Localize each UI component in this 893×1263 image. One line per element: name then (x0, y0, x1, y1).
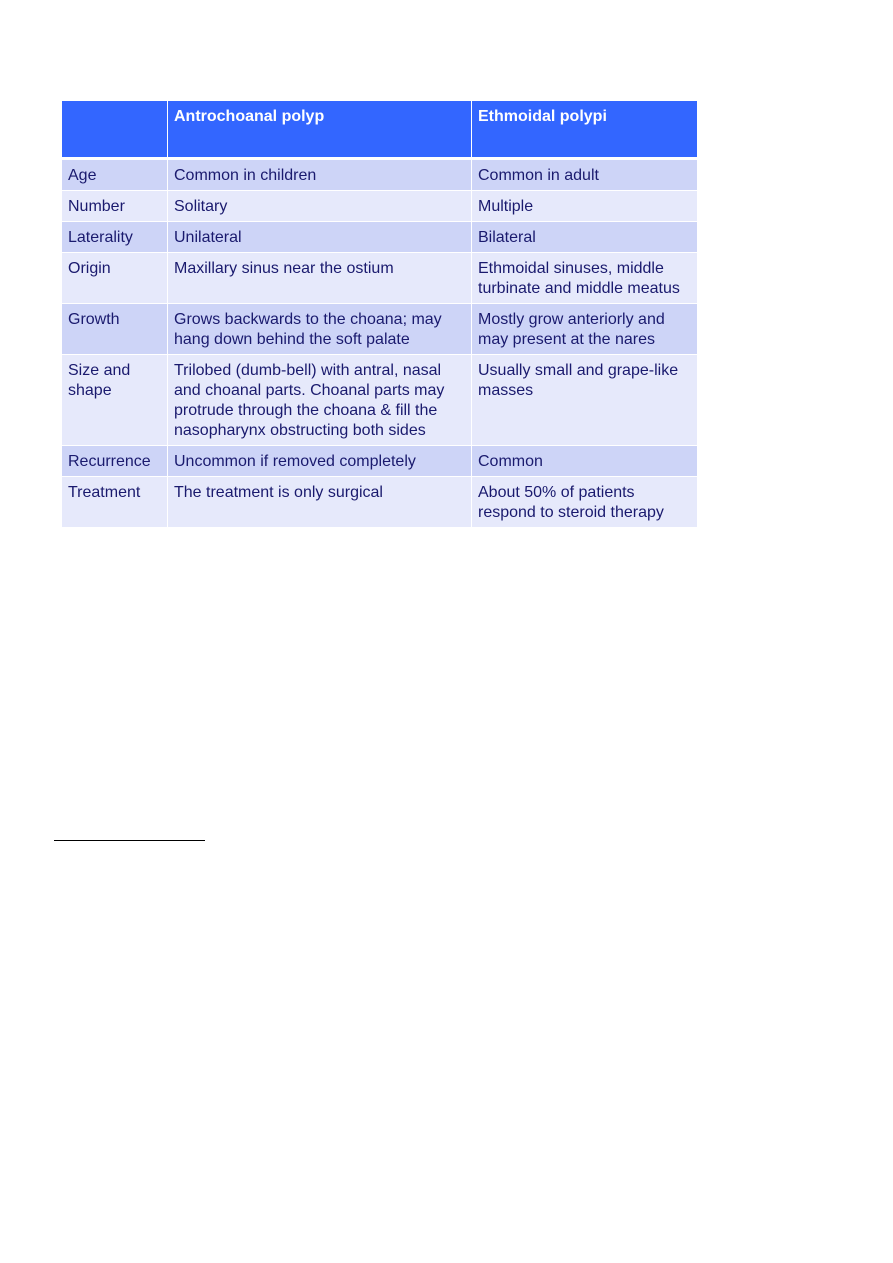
header-cell-ethmoidal: Ethmoidal polypi (472, 101, 698, 159)
table-row (62, 159, 698, 191)
row-label: Growth (62, 304, 168, 355)
table-row (62, 304, 698, 355)
antrochoanal-cell: The treatment is only surgical (168, 477, 472, 528)
antrochoanal-cell: Trilobed (dumb-bell) with antral, nasal and choanal parts. Choanal parts may protrude through the choana & fill the nasopharynx obstructing both sides (168, 355, 472, 446)
ethmoidal-cell: Common (472, 446, 698, 477)
row-label: Recurrence (62, 446, 168, 477)
ethmoidal-cell: Common in adult (472, 159, 698, 191)
ethmoidal-cell: Mostly grow anteriorly and may present at the nares (472, 304, 698, 355)
antrochoanal-cell: Grows backwards to the choana; may hang down behind the soft palate (168, 304, 472, 355)
table-row (62, 191, 698, 222)
header-cell-antrochoanal: Antrochoanal polyp (168, 101, 472, 159)
antrochoanal-cell: Unilateral (168, 222, 472, 253)
table-row (62, 477, 698, 528)
ethmoidal-cell: Bilateral (472, 222, 698, 253)
table-row (62, 253, 698, 304)
table-row (62, 446, 698, 477)
row-label: Number (62, 191, 168, 222)
table-header-row (62, 101, 698, 159)
polyp-comparison-table (61, 100, 698, 528)
antrochoanal-cell: Maxillary sinus near the ostium (168, 253, 472, 304)
ethmoidal-cell: Usually small and grape-like masses (472, 355, 698, 446)
row-label: Origin (62, 253, 168, 304)
table-row (62, 222, 698, 253)
footnote-separator (54, 840, 205, 841)
row-label: Laterality (62, 222, 168, 253)
antrochoanal-cell: Solitary (168, 191, 472, 222)
row-label: Treatment (62, 477, 168, 528)
antrochoanal-cell: Uncommon if removed completely (168, 446, 472, 477)
row-label: Size and shape (62, 355, 168, 446)
row-label: Age (62, 159, 168, 191)
ethmoidal-cell: Ethmoidal sinuses, middle turbinate and middle meatus (472, 253, 698, 304)
ethmoidal-cell: Multiple (472, 191, 698, 222)
table-row (62, 355, 698, 446)
ethmoidal-cell: About 50% of patients respond to steroid therapy (472, 477, 698, 528)
antrochoanal-cell: Common in children (168, 159, 472, 191)
header-cell-empty (62, 101, 168, 159)
